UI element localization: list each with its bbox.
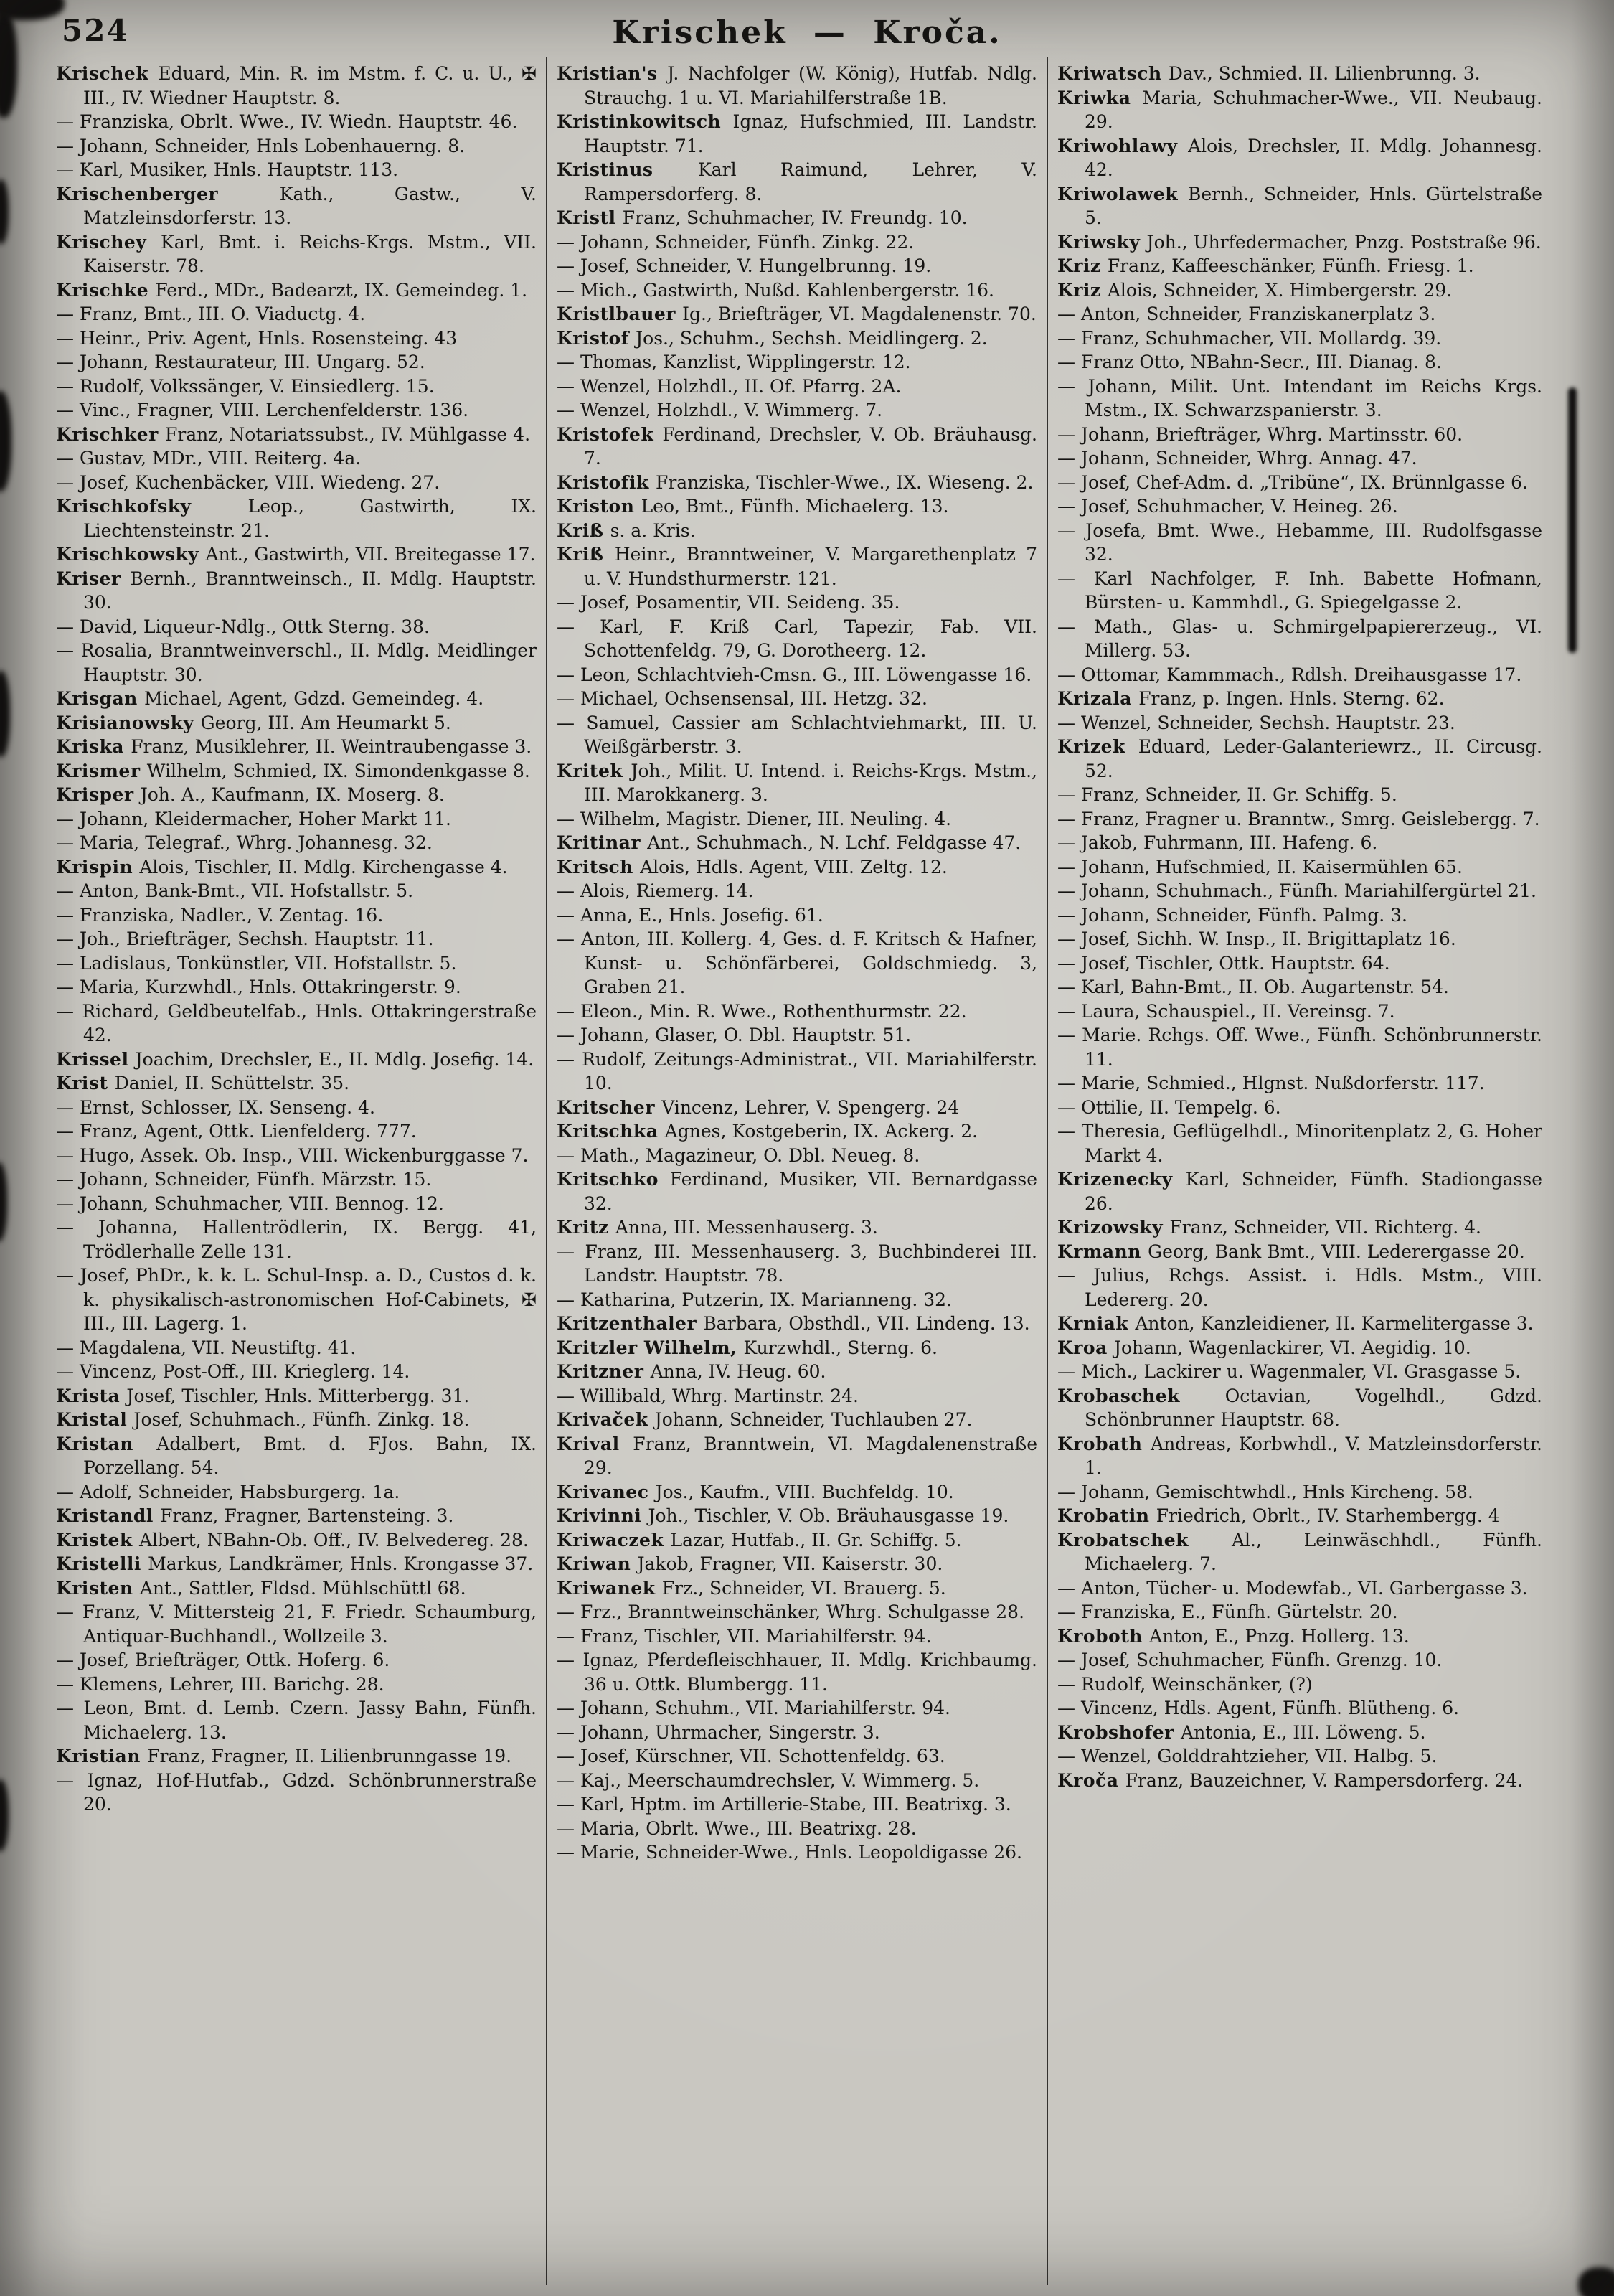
directory-entry: Krispin Alois, Tischler, II. Mdlg. Kirchengasse 4.	[56, 856, 508, 878]
directory-entry: — Franziska, E., Fünfh. Gürtelstr. 20.	[1057, 1601, 1398, 1622]
directory-entry: Krizala Franz, p. Ingen. Hnls. Sterng. 62.	[1057, 688, 1445, 709]
directory-entry: — Johann, Schneider, Fünfh. Märzstr. 15.	[56, 1169, 432, 1190]
directory-entry: — Johann, Gemischtwhdl., Hnls Kircheng. 58.	[1057, 1481, 1473, 1502]
directory-entry: Kristian Franz, Fragner, II. Lilienbrunngasse 19.	[56, 1746, 512, 1766]
directory-entry: — Alois, Riemerg. 14.	[557, 880, 754, 901]
directory-entry: Kristinus Karl Raimund, Lehrer, V. Rampersdorferg. 8.	[557, 159, 1037, 204]
directory-entry: — Ignaz, Pferdefleischhauer, II. Mdlg. Krichbaumg. 36 u. Ottk. Blumbergg. 11.	[557, 1650, 1037, 1695]
entry-surname: Krizek	[1057, 736, 1138, 757]
entry-surname: Krivanec	[557, 1481, 656, 1502]
directory-entry: — Josef, Kuchenbäcker, VIII. Wiedeng. 27.	[56, 471, 440, 493]
directory-entry: Krobshofer Antonia, E., III. Löweng. 5.	[1057, 1721, 1426, 1743]
directory-entry: Kriska Franz, Musiklehrer, II. Weintraubengasse 3.	[56, 736, 532, 757]
entry-surname: Kristof	[557, 327, 636, 349]
directory-column-2	[557, 62, 1037, 2285]
directory-entry: Krivinni Joh., Tischler, V. Ob. Bräuhausgasse 19.	[557, 1505, 1009, 1526]
directory-entry: Kritzner Anna, IV. Heug. 60.	[557, 1361, 826, 1382]
entry-surname: Krniak	[1057, 1313, 1136, 1334]
directory-entry: — Franz Otto, NBahn-Secr., III. Dianag. 8.	[1057, 352, 1442, 372]
directory-entry: — Eleon., Min. R. Wwe., Rothenthurmstr. 22.	[557, 1000, 967, 1022]
directory-entry: — Johann, Kleidermacher, Hoher Markt 11.	[56, 808, 451, 829]
directory-entry: — Karl, Bahn-Bmt., II. Ob. Augartenstr. 54.	[1057, 977, 1449, 997]
directory-entry: Kritek Joh., Milit. U. Intend. i. Reichs-Krgs. Mstm., III. Marokkanerg. 3.	[557, 760, 1037, 805]
directory-entry: — Johann, Briefträger, Whrg. Martinsstr. 60.	[1057, 423, 1463, 445]
directory-entry: — Willibald, Whrg. Martinstr. 24.	[557, 1385, 859, 1406]
directory-entry: — Josef, Briefträger, Ottk. Hoferg. 6.	[56, 1650, 390, 1670]
directory-entry: — Josef, Schneider, V. Hungelbrunng. 19.	[557, 255, 932, 276]
directory-entry: — Josef, Schuhmacher, V. Heineg. 26.	[1057, 496, 1398, 517]
directory-entry: — Josef, Tischler, Ottk. Hauptstr. 64.	[1057, 952, 1390, 974]
directory-entry: Krist Daniel, II. Schüttelstr. 35.	[56, 1073, 350, 1093]
directory-entry: — Anton, III. Kollerg. 4, Ges. d. F. Kritsch & Hafner, Kunst- u. Schönfärberei, Goldschmiedg. 3, Graben 21.	[557, 928, 1037, 997]
entry-surname: Krista	[56, 1385, 127, 1406]
entry-surname: Krizala	[1057, 688, 1139, 709]
entry-surname: Kristelli	[56, 1553, 148, 1574]
directory-entry: Kriwanek Frz., Schneider, VI. Brauerg. 5.	[557, 1577, 946, 1599]
directory-entry: Kriß s. a. Kris.	[557, 519, 696, 541]
entry-surname: Kristofek	[557, 423, 663, 445]
column-divider	[546, 57, 547, 2285]
entry-surname: Kritinar	[557, 832, 648, 853]
entry-surname: Krischker	[56, 423, 165, 445]
entry-surname: Kristl	[557, 207, 623, 228]
directory-entry: Kroboth Anton, E., Pnzg. Hollerg. 13.	[1057, 1625, 1410, 1647]
directory-entry: — Johann, Hufschmied, II. Kaisermühlen 65.	[1057, 856, 1463, 878]
entry-surname: Krobaschek	[1057, 1385, 1225, 1406]
directory-entry: Kritzler Wilhelm, Kurzwhdl., Sterng. 6.	[557, 1337, 938, 1358]
directory-entry: — Rudolf, Volkssänger, V. Einsiedlerg. 15.	[56, 375, 435, 397]
directory-entry: Kristof Jos., Schuhm., Sechsh. Meidlingerg. 2.	[557, 327, 988, 349]
directory-entry: Krobath Andreas, Korbwhdl., V. Matzleinsdorferstr. 1.	[1057, 1433, 1542, 1478]
entry-surname: Kritscher	[557, 1096, 662, 1118]
entry-surname: Kriwolawek	[1057, 183, 1188, 204]
directory-entry: — Vincenz, Post-Off., III. Krieglerg. 14.	[56, 1361, 410, 1382]
directory-entry: — Frz., Branntweinschänker, Whrg. Schulgasse 28.	[557, 1601, 1025, 1622]
entry-surname: Krisgan	[56, 688, 145, 709]
directory-entry: — Leon, Schlachtvieh-Cmsn. G., III. Löwengasse 16.	[557, 664, 1032, 685]
directory-entry: Kritinar Ant., Schuhmach., N. Lchf. Feldgasse 47.	[557, 832, 1021, 853]
directory-entry: — David, Liqueur-Ndlg., Ottk Sterng. 38.	[56, 616, 430, 637]
directory-entry: — Anton, Tücher- u. Modewfab., VI. Garbergasse 3.	[1057, 1577, 1528, 1599]
scan-artifact	[1568, 387, 1577, 653]
directory-entry: Kristofik Franziska, Tischler-Wwe., IX. Wieseng. 2.	[557, 471, 1034, 493]
directory-entry: — Anton, Bank-Bmt., VII. Hofstallstr. 5.	[56, 880, 414, 901]
directory-entry: — Jakob, Fuhrmann, III. Hafeng. 6.	[1057, 832, 1378, 853]
directory-entry: Kriwatsch Dav., Schmied. II. Lilienbrunng. 3.	[1057, 63, 1481, 84]
entry-surname: Krobath	[1057, 1433, 1151, 1454]
entry-surname: Kristian	[56, 1746, 148, 1766]
directory-entry: — Johann, Schneider, Fünfh. Palmg. 3.	[1057, 904, 1407, 926]
directory-entry: — Rosalia, Branntweinverschl., II. Mdlg. Meidlinger Hauptstr. 30.	[56, 640, 537, 685]
directory-entry: Krisgan Michael, Agent, Gdzd. Gemeindeg. 4.	[56, 688, 484, 709]
entry-surname: Krizowsky	[1057, 1217, 1170, 1238]
entry-surname: Kristlbauer	[557, 304, 683, 324]
directory-entry: Kristen Ant., Sattler, Fldsd. Mühlschüttl 68.	[56, 1577, 466, 1599]
directory-entry: Krobatin Friedrich, Obrlt., IV. Starhembergg. 4	[1057, 1505, 1500, 1526]
directory-entry: Kriz Alois, Schneider, X. Himbergerstr. 29.	[1057, 279, 1453, 301]
directory-entry: — Hugo, Assek. Ob. Insp., VIII. Wickenburggasse 7.	[56, 1144, 529, 1166]
directory-entry: — Josef, Kürschner, VII. Schottenfeldg. 63.	[557, 1746, 945, 1766]
directory-entry: Kritschko Ferdinand, Musiker, VII. Bernardgasse 32.	[557, 1169, 1037, 1214]
directory-entry: Krischek Eduard, Min. R. im Mstm. f. C. u. U., ✠ III., IV. Wiedner Hauptstr. 8.	[56, 63, 537, 108]
directory-entry: Kriser Bernh., Branntweinsch., II. Mdlg. Hauptstr. 30.	[56, 568, 537, 613]
directory-entry: — Gustav, MDr., VIII. Reiterg. 4a.	[56, 448, 362, 469]
directory-entry: — Richard, Geldbeutelfab., Hnls. Ottakringerstraße 42.	[56, 1000, 537, 1045]
directory-entry: — Johann, Schuhm., VII. Mariahilferstr. 94.	[557, 1698, 950, 1718]
entry-surname: Kristek	[56, 1529, 139, 1551]
directory-entry: — Ottomar, Kammmach., Rdlsh. Dreihausgasse 17.	[1057, 664, 1522, 685]
directory-entry: — Josef, Sichh. W. Insp., II. Brigittaplatz 16.	[1057, 928, 1456, 949]
directory-entry: Kristelli Markus, Landkrämer, Hnls. Krongasse 37.	[56, 1553, 534, 1574]
directory-entry: — Franziska, Obrlt. Wwe., IV. Wiedn. Hauptstr. 46.	[56, 111, 518, 132]
directory-entry: Krival Franz, Branntwein, VI. Magdalenenstraße 29.	[557, 1433, 1037, 1478]
directory-entry: — Franz, III. Messenhauserg. 3, Buchbinderei III. Landstr. Hauptstr. 78.	[557, 1241, 1037, 1286]
entry-surname: Kritsch	[557, 856, 641, 878]
directory-entry: Kritsch Alois, Hdls. Agent, VIII. Zeltg. 12.	[557, 856, 948, 878]
scan-artifact	[0, 1779, 9, 1851]
directory-entry: Krivanec Jos., Kaufm., VIII. Buchfeldg. 10.	[557, 1481, 954, 1502]
directory-column-1	[56, 62, 537, 2285]
scan-artifact	[0, 1162, 7, 1241]
directory-entry: Kroča Franz, Bauzeichner, V. Rampersdorferg. 24.	[1057, 1769, 1524, 1791]
directory-entry: — Joh., Briefträger, Sechsh. Hauptstr. 11.	[56, 928, 434, 949]
entry-surname: Krischek	[56, 63, 159, 84]
directory-entry: — Johann, Schuhmach., Fünfh. Mariahilfergürtel 21.	[1057, 880, 1537, 901]
directory-entry: — Anton, Schneider, Franziskanerplatz 3.	[1057, 304, 1436, 324]
directory-entry: — Franz, Agent, Ottk. Lienfelderg. 777.	[56, 1121, 417, 1142]
directory-entry: — Johann, Schneider, Hnls Lobenhauerng. 8.	[56, 135, 466, 156]
directory-entry: — Mich., Gastwirth, Nußd. Kahlenbergerstr. 16.	[557, 279, 994, 301]
directory-entry: — Marie. Rchgs. Off. Wwe., Fünfh. Schönbrunnerstr. 11.	[1057, 1025, 1542, 1070]
directory-entry: Kriz Franz, Kaffeeschänker, Fünfh. Friesg. 1.	[1057, 255, 1474, 276]
directory-entry: — Julius, Rchgs. Assist. i. Hdls. Mstm., VIII. Ledererg. 20.	[1057, 1265, 1542, 1310]
entry-surname: Krisper	[56, 784, 141, 805]
directory-entry: — Vinc., Fragner, VIII. Lerchenfelderstr. 136.	[56, 400, 469, 420]
directory-entry: Krisianowsky Georg, III. Am Heumarkt 5.	[56, 712, 451, 733]
directory-entry: Kristian's J. Nachfolger (W. König), Hutfab. Ndlg. Strauchg. 1 u. VI. Mariahilferstraße 1B.	[557, 63, 1037, 108]
entry-surname: Kristen	[56, 1577, 140, 1599]
entry-surname: Kritzler Wilhelm,	[557, 1337, 744, 1358]
directory-entry: — Ignaz, Hof-Hutfab., Gdzd. Schönbrunnerstraße 20.	[56, 1769, 537, 1815]
entry-surname: Kroboth	[1057, 1625, 1150, 1647]
directory-entry: — Johanna, Hallentrödlerin, IX. Bergg. 41, Trödlerhalle Zelle 131.	[56, 1217, 537, 1262]
directory-entry: Krischey Karl, Bmt. i. Reichs-Krgs. Mstm., VII. Kaiserstr. 78.	[56, 231, 537, 276]
directory-entry: — Math., Glas- u. Schmirgelpapiererzeug., VI. Millerg. 53.	[1057, 616, 1542, 661]
column-divider	[1047, 57, 1048, 2285]
directory-entry: — Maria, Kurzwhdl., Hnls. Ottakringerstr. 9.	[56, 977, 461, 997]
directory-entry: — Rudolf, Zeitungs-Administrat., VII. Mariahilferstr. 10.	[557, 1048, 1037, 1093]
entry-surname: Kriwatsch	[1057, 63, 1169, 84]
scan-artifact	[0, 671, 10, 757]
scan-artifact	[1578, 2267, 1614, 2296]
directory-entry: — Josef, Chef-Adm. d. „Tribüne“, IX. Brünnlgasse 6.	[1057, 471, 1528, 493]
entry-surname: Krischkowsky	[56, 544, 206, 565]
entry-surname: Kriston	[557, 496, 641, 517]
entry-surname: Krival	[557, 1433, 633, 1454]
directory-entry: — Vincenz, Hdls. Agent, Fünfh. Blütheng. 6.	[1057, 1698, 1460, 1718]
directory-entry: — Marie, Schneider-Wwe., Hnls. Leopoldigasse 26.	[557, 1842, 1022, 1863]
entry-surname: Kriwsky	[1057, 231, 1147, 253]
directory-entry: — Theresia, Geflügelhdl., Minoritenplatz 2, G. Hoher Markt 4.	[1057, 1121, 1542, 1166]
directory-entry: — Ladislaus, Tonkünstler, VII. Hofstallstr. 5.	[56, 952, 457, 974]
entry-surname: Kristal	[56, 1409, 134, 1430]
scan-artifact	[0, 179, 9, 244]
directory-entry: — Kaj., Meerschaumdrechsler, V. Wimmerg. 5.	[557, 1769, 980, 1791]
directory-entry: — Karl, Hptm. im Artillerie-Stabe, III. Beatrixg. 3.	[557, 1794, 1011, 1815]
directory-entry: — Adolf, Schneider, Habsburgerg. 1a.	[56, 1481, 400, 1502]
directory-entry: — Ottilie, II. Tempelg. 6.	[1057, 1096, 1281, 1118]
entry-surname: Krmann	[1057, 1241, 1148, 1262]
directory-entry: — Johann, Schuhmacher, VIII. Bennog. 12.	[56, 1192, 444, 1214]
page-title: Krischek — Kroča.	[612, 14, 1002, 51]
directory-entry: — Wenzel, Golddrahtzieher, VII. Halbg. 5.	[1057, 1746, 1438, 1766]
directory-entry: — Franz, V. Mittersteig 21, F. Friedr. Schaumburg, Antiquar-Buchhandl., Wollzeile 3.	[56, 1601, 537, 1647]
directory-entry: Kriwan Jakob, Fragner, VII. Kaiserstr. 30.	[557, 1553, 943, 1574]
entry-surname: Kristian's	[557, 63, 668, 84]
entry-surname: Kritschko	[557, 1169, 670, 1190]
directory-entry: — Wilhelm, Magistr. Diener, III. Neuling. 4.	[557, 808, 952, 829]
directory-entry: Kriwohlawy Alois, Drechsler, II. Mdlg. Johannesg. 42.	[1057, 135, 1542, 180]
entry-surname: Krismer	[56, 760, 147, 781]
entry-surname: Kritzner	[557, 1361, 651, 1382]
directory-entry: — Franziska, Nadler., V. Zentag. 16.	[56, 904, 384, 926]
directory-entry: Kriwsky Joh., Uhrfedermacher, Pnzg. Poststraße 96.	[1057, 231, 1542, 253]
entry-surname: Kristinus	[557, 159, 699, 180]
directory-entry: Kristek Albert, NBahn-Ob. Off., IV. Belvedereg. 28.	[56, 1529, 529, 1551]
directory-entry: — Ernst, Schlosser, IX. Senseng. 4.	[56, 1096, 375, 1118]
entry-surname: Krobshofer	[1057, 1721, 1181, 1743]
directory-entry: Kristal Josef, Schuhmach., Fünfh. Zinkg. 18.	[56, 1409, 470, 1430]
directory-entry: Kristan Adalbert, Bmt. d. FJos. Bahn, IX. Porzellang. 54.	[56, 1433, 537, 1478]
directory-entry: — Franz, Schuhmacher, VII. Mollardg. 39.	[1057, 327, 1442, 349]
entry-surname: Kritek	[557, 760, 631, 781]
directory-entry: — Klemens, Lehrer, III. Barichg. 28.	[56, 1673, 384, 1695]
directory-entry: — Wenzel, Holzhdl., II. Of. Pfarrg. 2A.	[557, 375, 902, 397]
directory-entry: — Magdalena, VII. Neustiftg. 41.	[56, 1337, 357, 1358]
directory-entry: — Laura, Schauspiel., II. Vereinsg. 7.	[1057, 1000, 1395, 1022]
entry-surname: Kroa	[1057, 1337, 1114, 1358]
entry-surname: Kriwohlawy	[1057, 135, 1189, 156]
directory-entry: Kritschka Agnes, Kostgeberin, IX. Ackerg. 2.	[557, 1121, 978, 1142]
entry-surname: Kriß	[557, 544, 615, 565]
entry-surname: Krischenberger	[56, 183, 280, 204]
directory-entry: Krizenecky Karl, Schneider, Fünfh. Stadiongasse 26.	[1057, 1169, 1542, 1214]
entry-surname: Krischke	[56, 279, 156, 301]
entry-surname: Kriwaczek	[557, 1529, 671, 1551]
directory-entry: — Franz, Schneider, II. Gr. Schiffg. 5.	[1057, 784, 1397, 805]
directory-entry: — Leon, Bmt. d. Lemb. Czern. Jassy Bahn, Fünfh. Michaelerg. 13.	[56, 1698, 537, 1743]
entry-surname: Krizenecky	[1057, 1169, 1186, 1190]
directory-entry: Krobaschek Octavian, Vogelhdl., Gdzd. Schönbrunner Hauptstr. 68.	[1057, 1385, 1542, 1430]
entry-surname: Kristandl	[56, 1505, 161, 1526]
entry-surname: Krispin	[56, 856, 140, 878]
entry-surname: Kriser	[56, 568, 131, 589]
entry-surname: Krischkofsky	[56, 496, 248, 517]
entry-surname: Krischey	[56, 231, 161, 253]
directory-entry: — Rudolf, Weinschänker, (?)	[1057, 1673, 1313, 1695]
page-number: 524	[62, 13, 129, 48]
directory-entry: — Josefa, Bmt. Wwe., Hebamme, III. Rudolfsgasse 32.	[1057, 519, 1542, 565]
directory-entry: Krischker Franz, Notariatssubst., IV. Mühlgasse 4.	[56, 423, 531, 445]
entry-surname: Kroča	[1057, 1769, 1125, 1791]
directory-entry: — Josef, Schuhmacher, Fünfh. Grenzg. 10.	[1057, 1650, 1443, 1670]
entry-surname: Kriz	[1057, 255, 1108, 276]
directory-entry: — Johann, Uhrmacher, Singerstr. 3.	[557, 1721, 880, 1743]
directory-entry: — Maria, Obrlt. Wwe., III. Beatrixg. 28.	[557, 1817, 917, 1839]
directory-entry: — Franz, Fragner u. Branntw., Smrg. Geislebergg. 7.	[1057, 808, 1540, 829]
directory-entry: Krischenberger Kath., Gastw., V. Matzleinsdorferstr. 13.	[56, 183, 537, 228]
directory-entry: — Marie, Schmied., Hlgnst. Nußdorferstr. 117.	[1057, 1073, 1485, 1093]
directory-entry: Kristofek Ferdinand, Drechsler, V. Ob. Bräuhausg. 7.	[557, 423, 1037, 469]
directory-entry: — Michael, Ochsensensal, III. Hetzg. 32.	[557, 688, 928, 709]
directory-entry: Kritscher Vincenz, Lehrer, V. Spengerg. 24	[557, 1096, 960, 1118]
entry-surname: Kristan	[56, 1433, 157, 1454]
directory-entry: — Karl, Musiker, Hnls. Hauptstr. 113.	[56, 159, 399, 180]
directory-entry: — Karl Nachfolger, F. Inh. Babette Hofmann, Bürsten- u. Kammhdl., G. Spiegelgasse 2.	[1057, 568, 1542, 613]
directory-entry: — Karl, F. Kriß Carl, Tapezir, Fab. VII. Schottenfeldg. 79, G. Dorotheerg. 12.	[557, 616, 1037, 661]
entry-surname: Krissel	[56, 1048, 136, 1070]
directory-entry: Krissel Joachim, Drechsler, E., II. Mdlg. Josefig. 14.	[56, 1048, 534, 1070]
directory-entry: — Josef, Posamentir, VII. Seideng. 35.	[557, 592, 900, 613]
directory-entry: — Maria, Telegraf., Whrg. Johannesg. 32.	[56, 832, 433, 853]
entry-surname: Kritzenthaler	[557, 1313, 704, 1334]
directory-entry: Kriwka Maria, Schuhmacher-Wwe., VII. Neubaug. 29.	[1057, 87, 1542, 132]
directory-entry: — Johann, Schneider, Whrg. Annag. 47.	[1057, 448, 1417, 469]
directory-entry: — Wenzel, Holzhdl., V. Wimmerg. 7.	[557, 400, 883, 420]
directory-entry: — Wenzel, Schneider, Sechsh. Hauptstr. 23.	[1057, 712, 1455, 733]
directory-entry: Kriß Heinr., Branntweiner, V. Margarethenplatz 7 u. V. Hundsthurmerstr. 121.	[557, 544, 1037, 589]
directory-entry: — Heinr., Priv. Agent, Hnls. Rosensteing. 43	[56, 327, 458, 349]
entry-surname: Kriß	[557, 519, 610, 541]
directory-entry: — Katharina, Putzerin, IX. Marianneng. 32.	[557, 1289, 952, 1310]
directory-entry: Kristinkowitsch Ignaz, Hufschmied, III. Landstr. Hauptstr. 71.	[557, 111, 1037, 156]
directory-entry: — Samuel, Cassier am Schlachtviehmarkt, III. U. Weißgärberstr. 3.	[557, 712, 1037, 757]
directory-entry: Kriwolawek Bernh., Schneider, Hnls. Gürtelstraße 5.	[1057, 183, 1542, 228]
entry-surname: Kritschka	[557, 1121, 665, 1142]
entry-surname: Kritz	[557, 1217, 615, 1238]
entry-surname: Krist	[56, 1073, 115, 1093]
directory-entry: Krischkofsky Leop., Gastwirth, IX. Liechtensteinstr. 21.	[56, 496, 537, 541]
directory-entry: Kristl Franz, Schuhmacher, IV. Freundg. 10.	[557, 207, 968, 228]
directory-entry: Krizek Eduard, Leder-Galanteriewrz., II. Circusg. 52.	[1057, 736, 1542, 781]
directory-entry: Krismer Wilhelm, Schmied, IX. Simondenkgasse 8.	[56, 760, 530, 781]
entry-surname: Kriz	[1057, 279, 1108, 301]
directory-entry: Kristlbauer Ig., Briefträger, VI. Magdalenenstr. 70.	[557, 304, 1037, 324]
entry-surname: Kristinkowitsch	[557, 111, 733, 132]
entry-surname: Kriwka	[1057, 87, 1143, 108]
directory-entry: — Johann, Schneider, Fünfh. Zinkg. 22.	[557, 231, 915, 253]
entry-surname: Krobatschek	[1057, 1529, 1232, 1551]
directory-entry: — Johann, Restaurateur, III. Ungarg. 52.	[56, 352, 425, 372]
directory-entry: — Johann, Glaser, O. Dbl. Hauptstr. 51.	[557, 1025, 912, 1045]
directory-entry: — Josef, PhDr., k. k. L. Schul-Insp. a. D., Custos d. k. k. physikalisch-astronomischen Hof-Cabinets, ✠ III., III. Lagerg. 1.	[56, 1265, 537, 1334]
directory-entry: Krista Josef, Tischler, Hnls. Mitterbergg. 31.	[56, 1385, 470, 1406]
directory-entry: Krischkowsky Ant., Gastwirth, VII. Breitegasse 17.	[56, 544, 536, 565]
entry-surname: Kriwanek	[557, 1577, 662, 1599]
directory-entry: Kroa Johann, Wagenlackirer, VI. Aegidig. 10.	[1057, 1337, 1471, 1358]
entry-surname: Krivaček	[557, 1409, 655, 1430]
entry-surname: Krobatin	[1057, 1505, 1156, 1526]
directory-entry: Kritz Anna, III. Messenhauserg. 3.	[557, 1217, 878, 1238]
directory-entry: Krobatschek Al., Leinwäschhdl., Fünfh. Michaelerg. 7.	[1057, 1529, 1542, 1574]
directory-entry: — Franz, Bmt., III. O. Viaductg. 4.	[56, 304, 366, 324]
directory-entry: Krischke Ferd., MDr., Badearzt, IX. Gemeindeg. 1.	[56, 279, 528, 301]
directory-entry: — Johann, Milit. Unt. Intendant im Reichs Krgs. Mstm., IX. Schwarzspanierstr. 3.	[1057, 375, 1542, 420]
directory-entry: — Thomas, Kanzlist, Wipplingerstr. 12.	[557, 352, 911, 372]
directory-entry: — Math., Magazineur, O. Dbl. Neueg. 8.	[557, 1144, 920, 1166]
scan-artifact	[0, 391, 11, 491]
directory-entry: Krizowsky Franz, Schneider, VII. Richterg. 4.	[1057, 1217, 1481, 1238]
entry-surname: Krisianowsky	[56, 712, 201, 733]
directory-entry: — Mich., Lackirer u. Wagenmaler, VI. Grasgasse 5.	[1057, 1361, 1521, 1382]
entry-surname: Kristofik	[557, 471, 656, 493]
directory-entry: Krniak Anton, Kanzleidiener, II. Karmelitergasse 3.	[1057, 1313, 1534, 1334]
directory-entry: Kriston Leo, Bmt., Fünfh. Michaelerg. 13.	[557, 496, 949, 517]
directory-entry: — Franz, Tischler, VII. Mariahilferstr. 94.	[557, 1625, 932, 1647]
directory-entry: Krivaček Johann, Schneider, Tuchlauben 27.	[557, 1409, 973, 1430]
directory-column-3	[1057, 62, 1542, 2285]
directory-entry: Kritzenthaler Barbara, Obsthdl., VII. Lindeng. 13.	[557, 1313, 1030, 1334]
entry-surname: Krivinni	[557, 1505, 648, 1526]
entry-surname: Kriska	[56, 736, 131, 757]
directory-entry: Krisper Joh. A., Kaufmann, IX. Moserg. 8.	[56, 784, 445, 805]
directory-entry: Krmann Georg, Bank Bmt., VIII. Lederergasse 20.	[1057, 1241, 1525, 1262]
directory-entry: — Anna, E., Hnls. Josefig. 61.	[557, 904, 823, 926]
entry-surname: Kriwan	[557, 1553, 638, 1574]
directory-entry: Kristandl Franz, Fragner, Bartensteing. 3.	[56, 1505, 454, 1526]
directory-entry: Kriwaczek Lazar, Hutfab., II. Gr. Schiffg. 5.	[557, 1529, 962, 1551]
